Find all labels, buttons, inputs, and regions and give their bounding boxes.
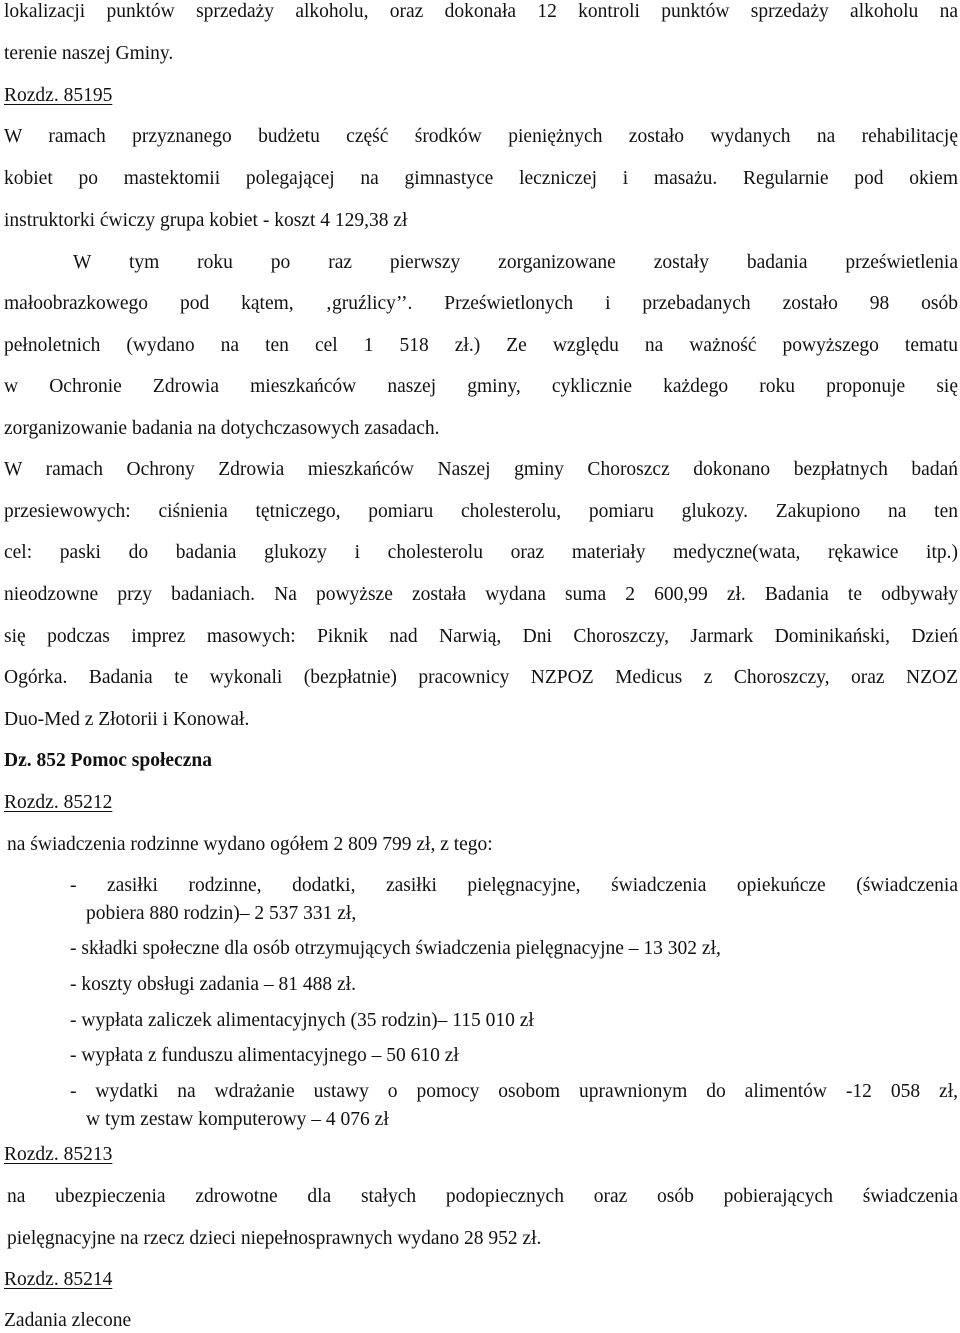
- paragraph-line: W tym roku po raz pierwszy zorganizowane zostały badania prześwietlenia: [73, 252, 958, 273]
- paragraph-line: nieodzowne przy badaniach. Na powyższe została wydana suma 2 600,99 zł. Badania te odbywały: [4, 584, 958, 605]
- list-item-continuation: pobiera 880 rodzin)– 2 537 331 zł,: [86, 903, 357, 924]
- section-heading-dz-852: Dz. 852 Pomoc społeczna: [4, 750, 212, 771]
- paragraph-line: na świadczenia rodzinne wydano ogółem 2 809 799 zł, z tego:: [7, 834, 493, 855]
- subheading: Zadania zlecone: [4, 1310, 132, 1331]
- list-item-continuation: w tym zestaw komputerowy – 4 076 zł: [86, 1109, 389, 1130]
- paragraph-line: Duo-Med z Złotorii i Konował.: [4, 709, 250, 730]
- list-item: - wydatki na wdrażanie ustawy o pomocy osobom uprawnionym do alimentów -12 058 zł,: [70, 1081, 958, 1102]
- paragraph-line: terenie naszej Gminy.: [4, 43, 174, 64]
- paragraph-line: W ramach przyznanego budżetu część środków pieniężnych zostało wydanych na rehabilitację: [4, 126, 958, 147]
- list-item: - wypłata z funduszu alimentacyjnego – 50 610 zł: [70, 1045, 459, 1066]
- paragraph-line: kobiet po mastektomii polegającej na gimnastyce leczniczej i masażu. Regularnie pod okiem: [4, 168, 958, 189]
- section-heading-rozdz-85214: Rozdz. 85214: [4, 1269, 113, 1290]
- paragraph-line: na ubezpieczenia zdrowotne dla stałych podopiecznych oraz osób pobierających świadczenia: [7, 1186, 958, 1207]
- paragraph-line: W ramach Ochrony Zdrowia mieszkańców Naszej gminy Choroszcz dokonano bezpłatnych badań: [4, 459, 958, 480]
- paragraph-line: cel: paski do badania glukozy i cholesterolu oraz materiały medyczne(wata, rękawice itp.): [4, 542, 958, 563]
- paragraph-line: instruktorki ćwiczy grupa kobiet - koszt 4 129,38 zł: [4, 210, 408, 231]
- paragraph-line: przesiewowych: ciśnienia tętniczego, pomiaru cholesterolu, pomiaru glukozy. Zakupiono na ten: [4, 501, 958, 522]
- list-item: - zasiłki rodzinne, dodatki, zasiłki pielęgnacyjne, świadczenia opiekuńcze (świadczenia: [70, 875, 958, 896]
- section-heading-rozdz-85213: Rozdz. 85213: [4, 1144, 113, 1165]
- section-heading-rozdz-85195: Rozdz. 85195: [4, 85, 113, 106]
- paragraph-line: pielęgnacyjne na rzecz dzieci niepełnosprawnych wydano 28 952 zł.: [7, 1228, 542, 1249]
- paragraph-line: pełnoletnich (wydano na ten cel 1 518 zł.) Ze względu na ważność powyższego tematu: [4, 335, 958, 356]
- paragraph-line: się podczas imprez masowych: Piknik nad Narwią, Dni Choroszczy, Jarmark Dominikański, Dzień: [4, 626, 958, 647]
- section-heading-rozdz-85212: Rozdz. 85212: [4, 792, 113, 813]
- paragraph-line: Ogórka. Badania te wykonali (bezpłatnie) pracownicy NZPOZ Medicus z Choroszczy, oraz NZOZ: [4, 667, 958, 688]
- paragraph-line: zorganizowanie badania na dotychczasowych zasadach.: [4, 418, 440, 439]
- list-item: - koszty obsługi zadania – 81 488 zł.: [70, 974, 356, 995]
- list-item: - składki społeczne dla osób otrzymujących świadczenia pielęgnacyjne – 13 302 zł,: [70, 938, 721, 959]
- list-item: - wypłata zaliczek alimentacyjnych (35 rodzin)– 115 010 zł: [70, 1010, 534, 1031]
- paragraph-line: w Ochronie Zdrowia mieszkańców naszej gminy, cyklicznie każdego roku proponuje się: [4, 376, 958, 397]
- paragraph-line: małoobrazkowego pod kątem, ‚gruźlicy’’. Prześwietlonych i przebadanych zostało 98 osób: [4, 293, 958, 314]
- paragraph-line: lokalizacji punktów sprzedaży alkoholu, oraz dokonała 12 kontroli punktów sprzedaży alkoholu na: [4, 1, 958, 22]
